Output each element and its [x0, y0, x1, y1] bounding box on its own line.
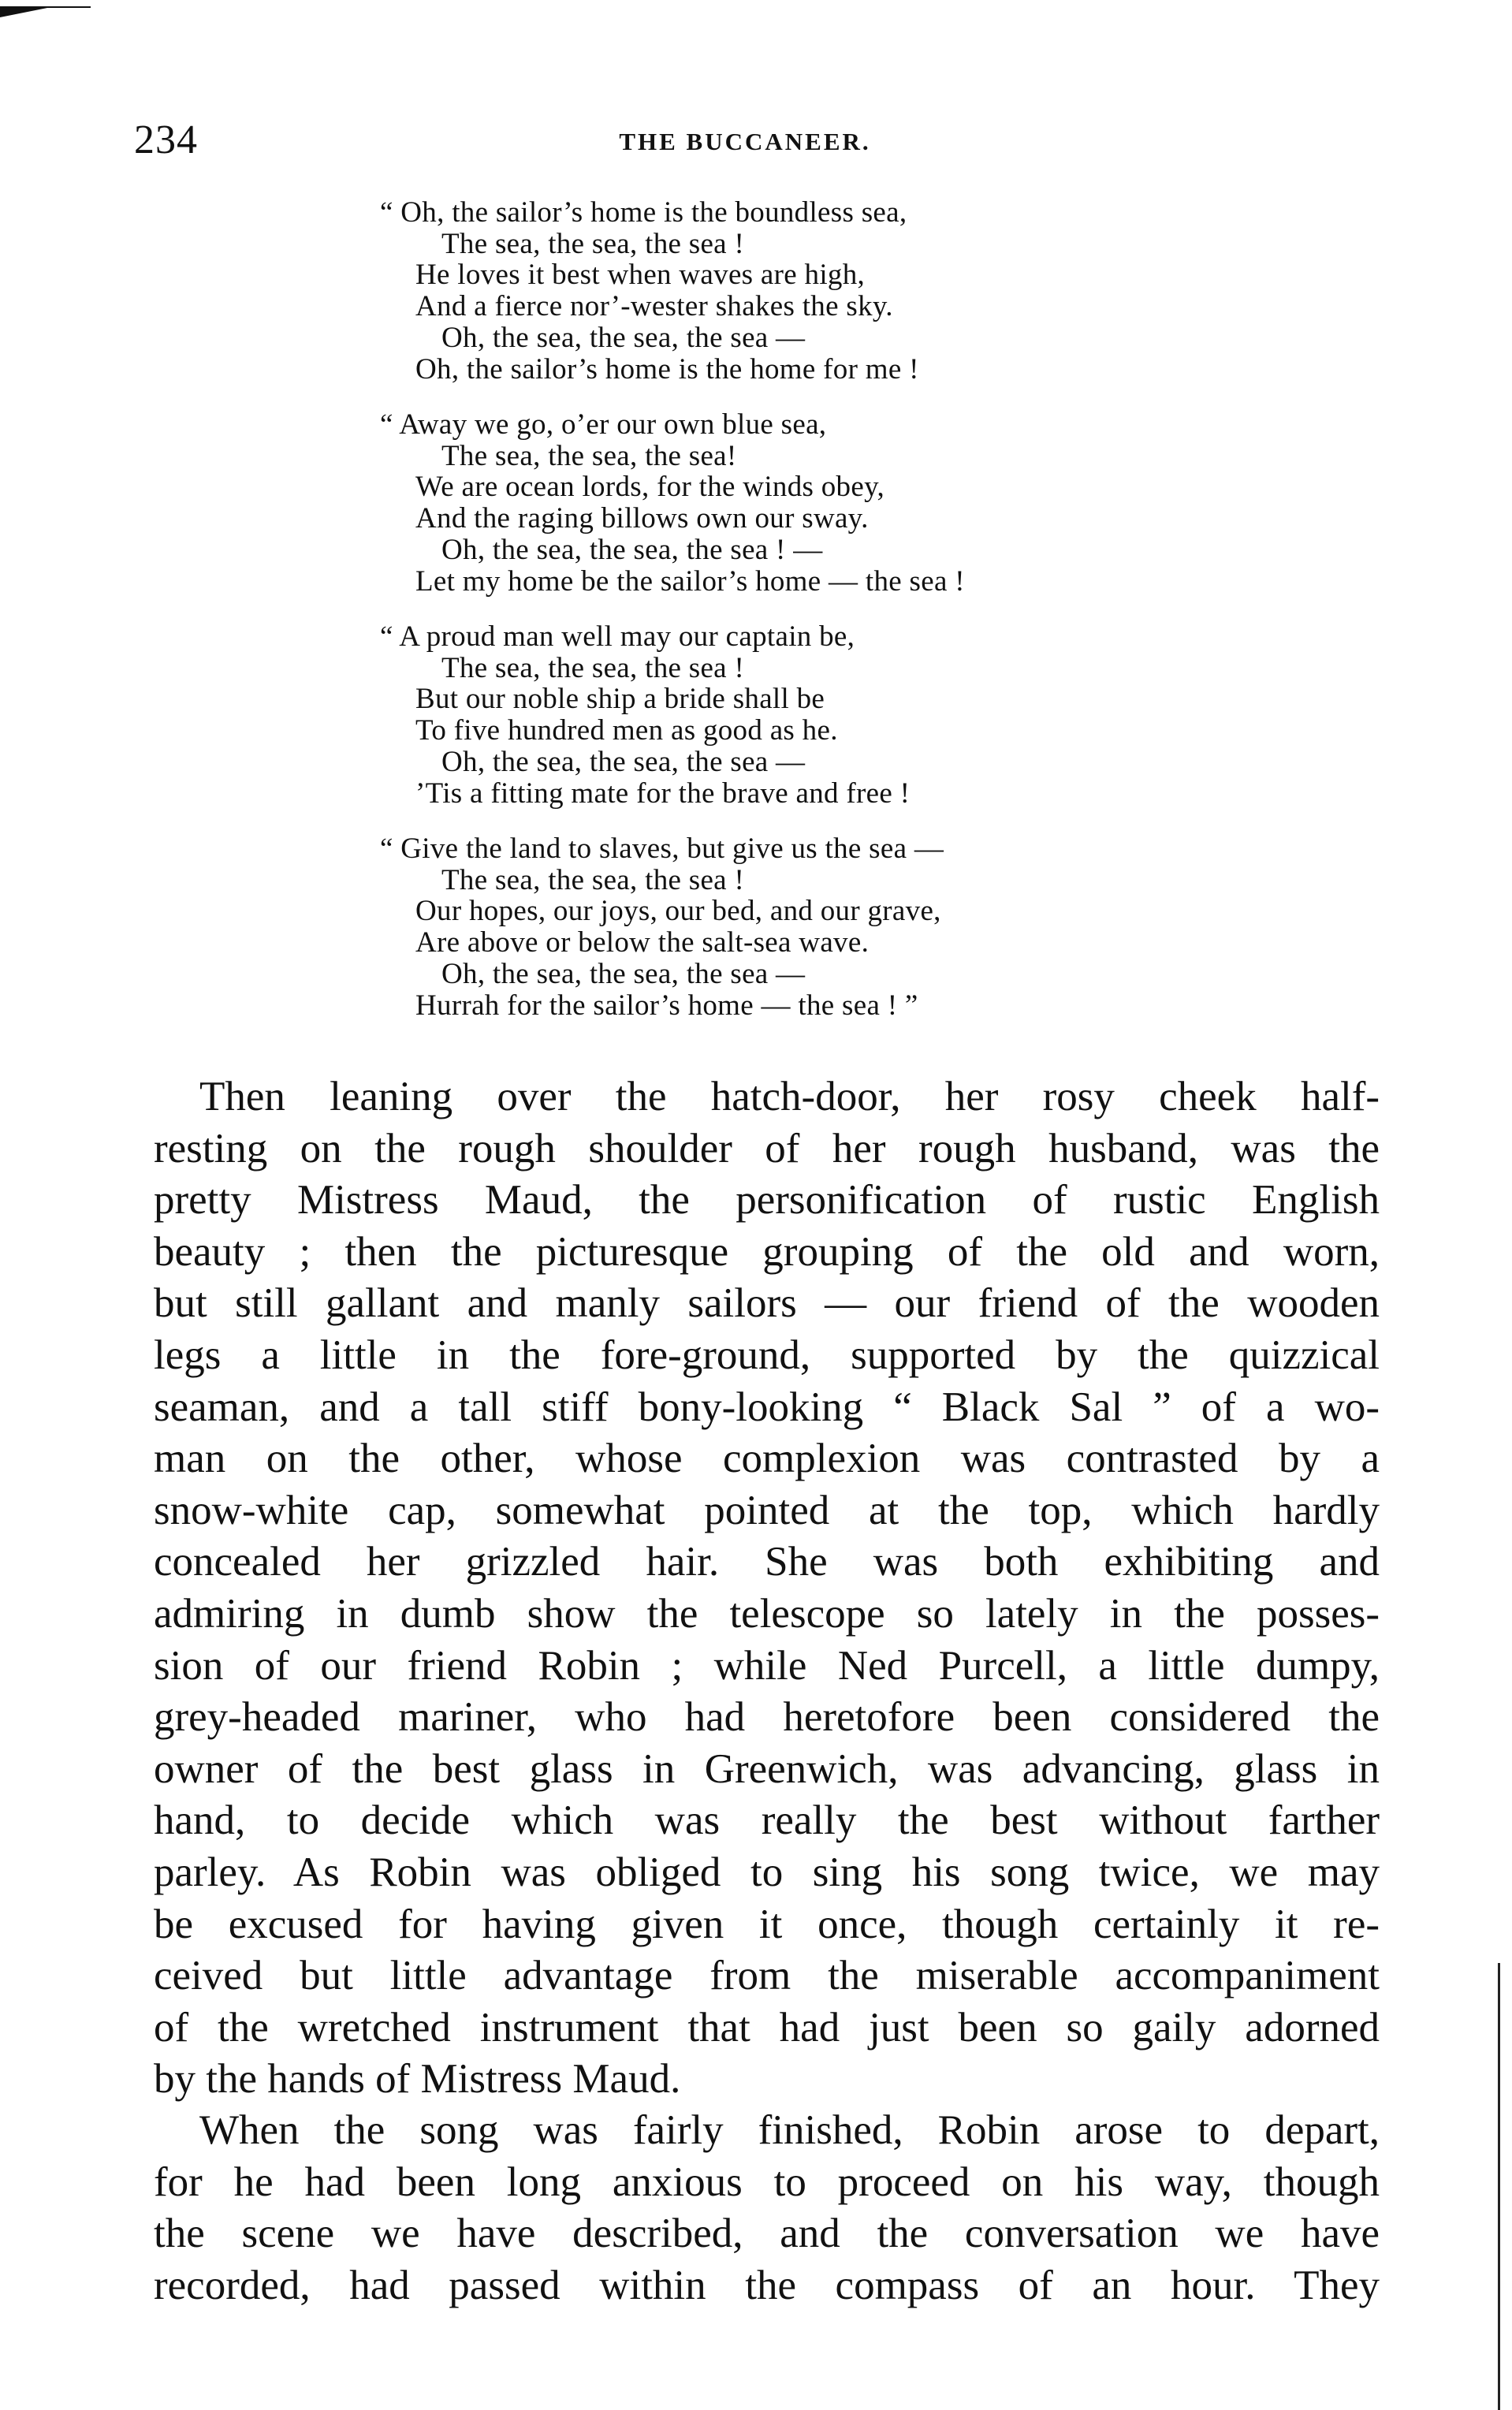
running-title: THE BUCCANEER.: [619, 128, 871, 155]
poem-line: And the raging billows own our sway.: [415, 502, 869, 535]
text-line: be excused for having given it once, though certainly it re-: [154, 1901, 1380, 1947]
poem-line: Oh, the sea, the sea, the sea ! —: [441, 533, 823, 566]
text-line: owner of the best glass in Greenwich, was advancing, glass in: [154, 1745, 1380, 1792]
poem-line: ’Tis a fitting mate for the brave and free !: [415, 777, 911, 810]
text-line: concealed her grizzled hair. She was both exhibiting and: [154, 1539, 1380, 1585]
text-line: of the wretched instrument that had just been so gaily adorned: [154, 2004, 1380, 2051]
poem-line: The sea, the sea, the sea !: [441, 227, 745, 260]
page-corner-mark: [0, 6, 55, 17]
poem-line: He loves it best when waves are high,: [415, 259, 866, 292]
poem-line: We are ocean lords, for the winds obey,: [415, 471, 885, 504]
text-line: hand, to decide which was really the best without farther: [154, 1797, 1380, 1844]
text-line: seaman, and a tall stiff bony-looking “ Black Sal ” of a wo-: [154, 1384, 1380, 1430]
text-line: Then leaning over the hatch-door, her rosy cheek half-: [199, 1074, 1380, 1119]
poem-line: “ Give the land to slaves, but give us the sea —: [380, 833, 944, 865]
poem-line: Oh, the sea, the sea, the sea —: [441, 321, 806, 354]
text-line: recorded, had passed within the compass of an hour. They: [154, 2262, 1380, 2308]
poem-line: Are above or below the salt-sea wave.: [415, 926, 870, 959]
page-number: 234: [134, 117, 198, 162]
text-line: parley. As Robin was obliged to sing his song twice, we may: [154, 1849, 1380, 1895]
poem-line: “ A proud man well may our captain be,: [380, 620, 855, 653]
poem-line: And a fierce nor’-wester shakes the sky.: [415, 290, 893, 323]
poem-line: Oh, the sailor’s home is the home for me !: [415, 352, 919, 386]
text-line: snow-white cap, somewhat pointed at the top, which hardly: [154, 1487, 1380, 1533]
poem-line: Oh, the sea, the sea, the sea —: [441, 745, 806, 778]
text-line: pretty Mistress Maud, the personification of rustic English: [154, 1177, 1380, 1224]
poem-line: Our hopes, our joys, our bed, and our grave,: [415, 895, 941, 928]
text-line: ceived but little advantage from the miserable accompaniment: [154, 1953, 1380, 1999]
page-edge-rule: [1498, 1963, 1500, 2410]
poem-line: To five hundred men as good as he.: [415, 714, 838, 747]
poem-line: Let my home be the sailor’s home — the sea !: [415, 564, 965, 598]
text-line: man on the other, whose complexion was contrasted by a: [154, 1436, 1380, 1482]
text-line: for he had been long anxious to proceed on his way, though: [154, 2159, 1380, 2205]
text-line: by the hands of Mistress Maud.: [154, 2056, 681, 2103]
poem-line: The sea, the sea, the sea !: [441, 651, 745, 684]
poem-line: Hurrah for the sailor’s home — the sea ! ”: [415, 989, 918, 1022]
text-line: legs a little in the fore-ground, supported by the quizzical: [154, 1332, 1380, 1378]
text-line: When the song was fairly finished, Robin arose to depart,: [199, 2107, 1380, 2153]
poem-line: Oh, the sea, the sea, the sea —: [441, 957, 806, 990]
poem-line: “ Away we go, o’er our own blue sea,: [380, 408, 827, 441]
page-corner-rule: [0, 6, 91, 8]
poem-line: The sea, the sea, the sea!: [441, 439, 737, 472]
text-line: resting on the rough shoulder of her rough husband, was the: [154, 1125, 1380, 1171]
text-line: beauty ; then the picturesque grouping of the old and worn,: [154, 1228, 1380, 1275]
text-line: admiring in dumb show the telescope so lately in the posses-: [154, 1591, 1380, 1637]
poem-line: But our noble ship a bride shall be: [415, 683, 825, 716]
text-line: sion of our friend Robin ; while Ned Purcell, a little dumpy,: [154, 1642, 1380, 1689]
text-line: but still gallant and manly sailors — our friend of the wooden: [154, 1280, 1380, 1327]
poem-line: “ Oh, the sailor’s home is the boundless sea,: [380, 196, 907, 229]
poem-line: The sea, the sea, the sea !: [441, 863, 745, 896]
text-line: the scene we have described, and the conversation we have: [154, 2211, 1380, 2257]
text-line: grey-headed mariner, who had heretofore been considered the: [154, 1694, 1380, 1741]
